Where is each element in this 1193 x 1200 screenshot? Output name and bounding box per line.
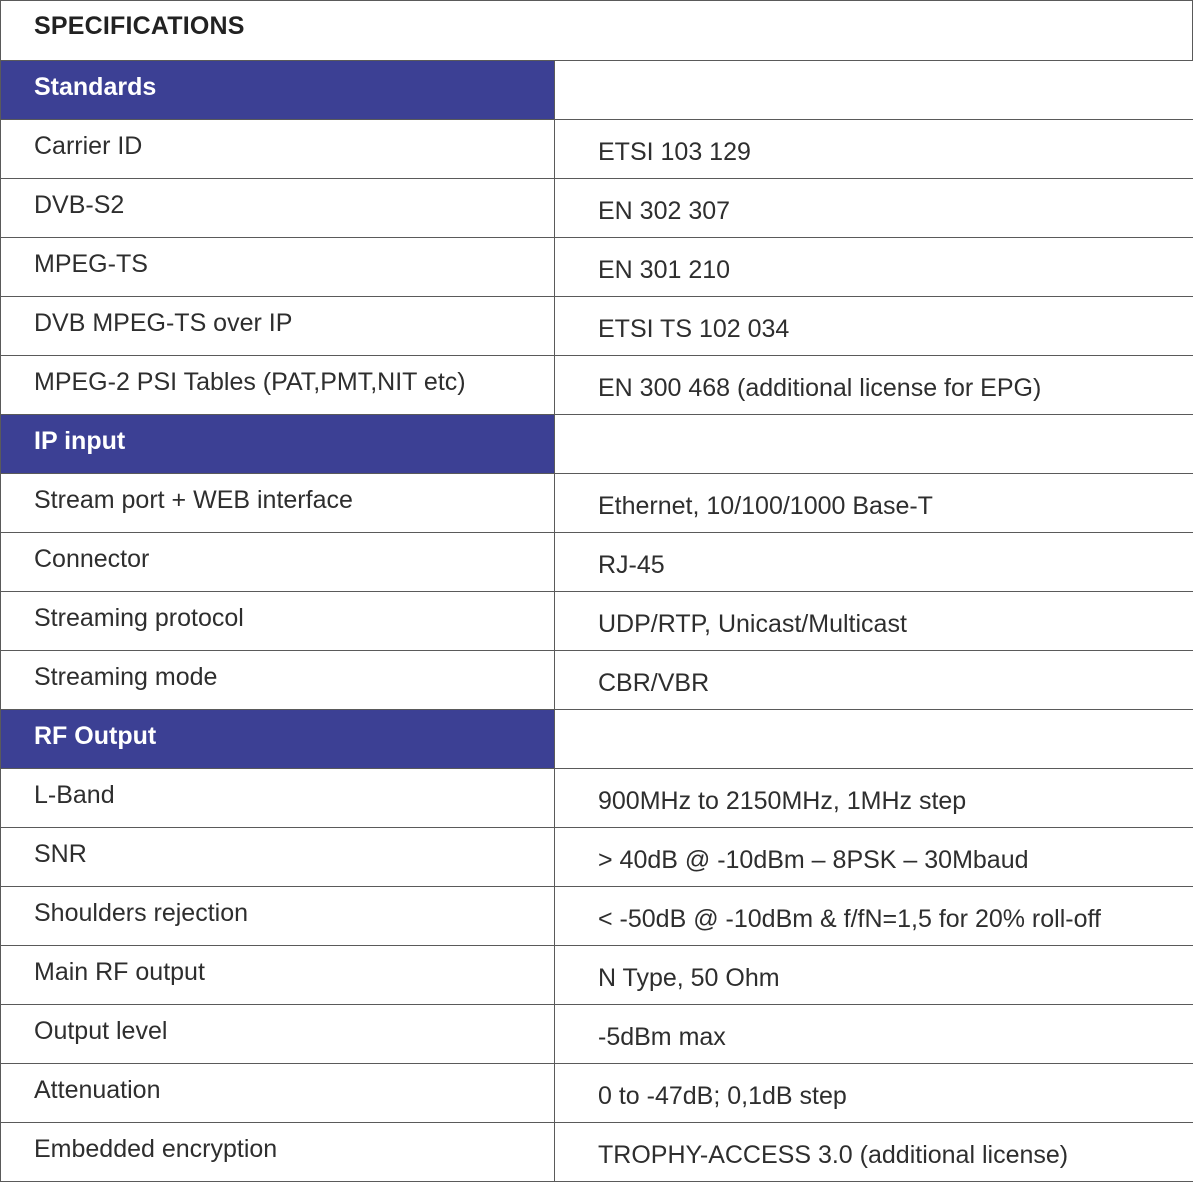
spec-label: MPEG-2 PSI Tables (PAT,PMT,NIT etc) — [1, 356, 555, 415]
section-header-rf-output — [1, 710, 1193, 769]
table-row — [1, 1123, 1193, 1182]
spec-value: EN 301 210 — [555, 238, 1193, 297]
table-row — [1, 474, 1193, 533]
spec-value: < -50dB @ -10dBm & f/fN=1,5 for 20% roll-off — [555, 887, 1193, 946]
section-blank-cell — [555, 710, 1193, 769]
spec-label: Output level — [1, 1005, 555, 1064]
spec-value: EN 300 468 (additional license for EPG) — [555, 356, 1193, 415]
table-row — [1, 120, 1193, 179]
section-header-ip-input — [1, 415, 1193, 474]
section-heading: IP input — [1, 415, 555, 474]
spec-label: Main RF output — [1, 946, 555, 1005]
table-row — [1, 887, 1193, 946]
section-blank-cell — [555, 61, 1193, 120]
table-row — [1, 828, 1193, 887]
spec-value: EN 302 307 — [555, 179, 1193, 238]
spec-label: L-Band — [1, 769, 555, 828]
spec-table — [0, 60, 1193, 1182]
spec-value: ETSI TS 102 034 — [555, 297, 1193, 356]
section-header-standards — [1, 61, 1193, 120]
section-blank-cell — [555, 415, 1193, 474]
spec-value: > 40dB @ -10dBm – 8PSK – 30Mbaud — [555, 828, 1193, 887]
table-row — [1, 651, 1193, 710]
table-row — [1, 1005, 1193, 1064]
spec-value: Ethernet, 10/100/1000 Base-T — [555, 474, 1193, 533]
section-heading: Standards — [1, 61, 555, 120]
table-row — [1, 592, 1193, 651]
spec-label: MPEG-TS — [1, 238, 555, 297]
spec-value: 900MHz to 2150MHz, 1MHz step — [555, 769, 1193, 828]
spec-value: RJ-45 — [555, 533, 1193, 592]
page-title: SPECIFICATIONS — [0, 0, 1193, 60]
spec-label: Embedded encryption — [1, 1123, 555, 1182]
spec-label: Stream port + WEB interface — [1, 474, 555, 533]
spec-label: DVB-S2 — [1, 179, 555, 238]
spec-label: SNR — [1, 828, 555, 887]
table-row — [1, 179, 1193, 238]
table-row — [1, 1064, 1193, 1123]
spec-label: Attenuation — [1, 1064, 555, 1123]
table-row — [1, 297, 1193, 356]
spec-value: N Type, 50 Ohm — [555, 946, 1193, 1005]
table-row — [1, 533, 1193, 592]
spec-value: TROPHY-ACCESS 3.0 (additional license) — [555, 1123, 1193, 1182]
spec-label: Connector — [1, 533, 555, 592]
spec-label: Carrier ID — [1, 120, 555, 179]
table-row — [1, 769, 1193, 828]
section-heading: RF Output — [1, 710, 555, 769]
table-row — [1, 356, 1193, 415]
spec-label: Streaming mode — [1, 651, 555, 710]
spec-value: ETSI 103 129 — [555, 120, 1193, 179]
table-row — [1, 946, 1193, 1005]
spec-label: DVB MPEG-TS over IP — [1, 297, 555, 356]
spec-value: 0 to -47dB; 0,1dB step — [555, 1064, 1193, 1123]
spec-label: Shoulders rejection — [1, 887, 555, 946]
spec-label: Streaming protocol — [1, 592, 555, 651]
table-row — [1, 238, 1193, 297]
spec-value: UDP/RTP, Unicast/Multicast — [555, 592, 1193, 651]
spec-value: -5dBm max — [555, 1005, 1193, 1064]
spec-value: CBR/VBR — [555, 651, 1193, 710]
